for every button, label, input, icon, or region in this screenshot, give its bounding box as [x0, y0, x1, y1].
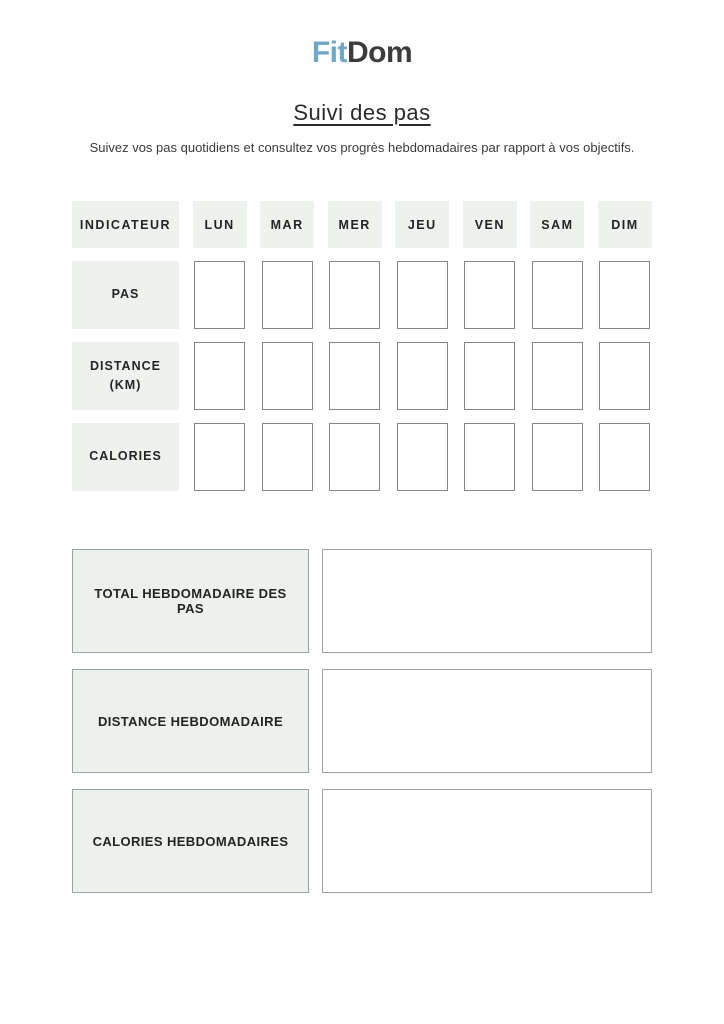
header-cell-jeu: JEU	[395, 201, 449, 248]
entry-cell-pas-mer[interactable]	[329, 261, 380, 329]
row-label-calories: CALORIES	[72, 423, 179, 491]
entry-cell-distance-dim[interactable]	[599, 342, 650, 410]
summary-row-weekly-distance	[72, 669, 652, 773]
brand-logo	[0, 0, 724, 69]
entry-cell-distance-ven[interactable]	[464, 342, 515, 410]
page-title: Suivi des pas	[293, 100, 431, 125]
summary-label-weekly-distance: DISTANCE HEBDOMADAIRE	[72, 669, 309, 773]
header-cell-dim: DIM	[598, 201, 652, 248]
row-label-distance: DISTANCE (KM)	[72, 342, 179, 410]
table-row-distance	[72, 342, 652, 410]
entry-cell-distance-mar[interactable]	[262, 342, 313, 410]
header-cell-lun: LUN	[193, 201, 247, 248]
entry-cell-distance-lun[interactable]	[194, 342, 245, 410]
entry-cell-calories-lun[interactable]	[194, 423, 245, 491]
page-subtitle: Suivez vos pas quotidiens et consultez vos progrès hebdomadaires par rapport à vos objectifs.	[89, 140, 635, 155]
entry-cell-pas-sam[interactable]	[532, 261, 583, 329]
summary-value-total-steps[interactable]	[322, 549, 652, 653]
header-cell-ven: VEN	[463, 201, 517, 248]
weekly-summary	[72, 549, 652, 893]
entry-cell-calories-ven[interactable]	[464, 423, 515, 491]
brand-logo-dom: Dom	[346, 36, 413, 69]
summary-label-weekly-calories: CALORIES HEBDOMADAIRES	[72, 789, 309, 893]
tracker-header-row	[72, 201, 652, 248]
entry-cell-pas-ven[interactable]	[464, 261, 515, 329]
summary-label-total-steps: TOTAL HEBDOMADAIRE DES PAS	[72, 549, 309, 653]
entry-cell-pas-mar[interactable]	[262, 261, 313, 329]
summary-value-weekly-distance[interactable]	[322, 669, 652, 773]
brand-logo-fit: Fit	[311, 36, 347, 69]
summary-row-weekly-calories	[72, 789, 652, 893]
entry-cell-calories-dim[interactable]	[599, 423, 650, 491]
steps-tracker-table	[72, 201, 652, 491]
header-cell-mer: MER	[328, 201, 382, 248]
summary-row-total-steps	[72, 549, 652, 653]
header-cell-sam: SAM	[530, 201, 584, 248]
entry-cell-pas-jeu[interactable]	[397, 261, 448, 329]
entry-cell-pas-dim[interactable]	[599, 261, 650, 329]
entry-cell-calories-sam[interactable]	[532, 423, 583, 491]
table-row-pas	[72, 261, 652, 329]
header-cell-indicator: INDICATEUR	[72, 201, 179, 248]
row-label-pas: PAS	[72, 261, 179, 329]
entry-cell-calories-mer[interactable]	[329, 423, 380, 491]
entry-cell-distance-sam[interactable]	[532, 342, 583, 410]
entry-cell-calories-mar[interactable]	[262, 423, 313, 491]
entry-cell-pas-lun[interactable]	[194, 261, 245, 329]
header-cell-mar: MAR	[260, 201, 314, 248]
entry-cell-calories-jeu[interactable]	[397, 423, 448, 491]
entry-cell-distance-mer[interactable]	[329, 342, 380, 410]
table-row-calories	[72, 423, 652, 491]
entry-cell-distance-jeu[interactable]	[397, 342, 448, 410]
summary-value-weekly-calories[interactable]	[322, 789, 652, 893]
